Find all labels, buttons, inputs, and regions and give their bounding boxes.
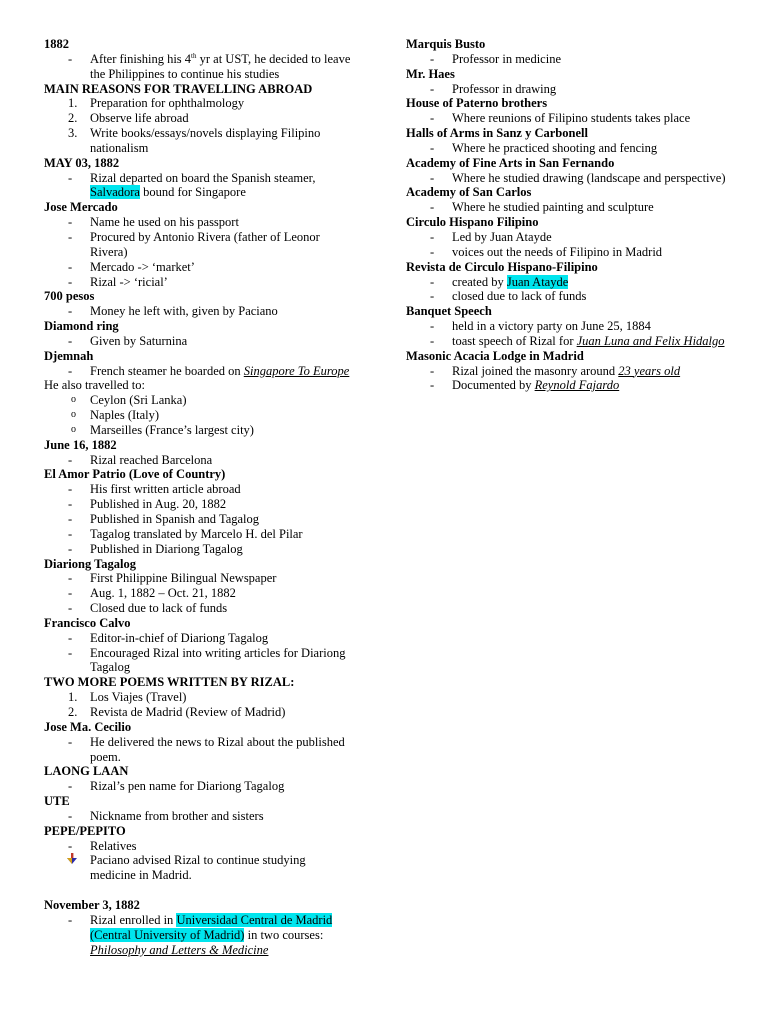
section-heading-diamond-ring: Diamond ring: [44, 319, 119, 334]
list-marker: -: [430, 200, 435, 215]
list-item-text: Rizal enrolled in: [90, 912, 177, 927]
list-item: [44, 408, 354, 423]
list-marker: 2.: [68, 704, 78, 719]
list-item-text: Rizal departed on board the Spanish steamer,: [90, 170, 316, 185]
section-heading-masonic-acacia-lodge-in-madrid: Masonic Acacia Lodge in Madrid: [406, 348, 584, 363]
list-marker: -: [68, 482, 73, 497]
list-item: [44, 646, 354, 676]
list-item-text: Rizal’s pen name for Diariong Tagalog: [90, 779, 285, 794]
list-marker: -: [68, 304, 73, 319]
list-item-text: Where reunions of Filipino students takes place: [452, 111, 691, 126]
list-item: [44, 482, 354, 497]
section-heading-mr-haes: Mr. Haes: [406, 66, 455, 81]
list-item: [406, 111, 728, 126]
list-item-text: Los Viajes (Travel): [90, 690, 187, 705]
list-item: [44, 96, 354, 111]
list-item: [44, 497, 354, 512]
section-heading-june-16-1882: June 16, 1882: [44, 437, 117, 452]
list-item-text: Procured by Antonio Rivera (father of Leonor Rivera): [90, 229, 320, 259]
list-item-text: First Philippine Bilingual Newspaper: [90, 571, 277, 586]
section-heading-revista-de-circulo-hispano-filipino: Revista de Circulo Hispano-Filipino: [406, 259, 598, 274]
list-item-text: Professor in medicine: [452, 51, 562, 66]
list-item: [44, 512, 354, 527]
list-item: [44, 52, 354, 82]
list-item: [406, 275, 728, 290]
section-heading-francisco-calvo: Francisco Calvo: [44, 615, 131, 630]
section-heading-laong-laan: LAONG LAAN: [44, 764, 129, 779]
section-heading-diariong-tagalog: Diariong Tagalog: [44, 556, 137, 571]
list-item: [44, 304, 354, 319]
list-item: [44, 364, 354, 379]
right-column: [406, 37, 728, 393]
list-marker: -: [68, 274, 73, 289]
list-marker: -: [430, 51, 435, 66]
arrow-bullet-icon: [66, 853, 86, 868]
section-heading-jose-mercado: Jose Mercado: [44, 200, 118, 215]
list-item-text: Rizal joined the masonry around: [452, 363, 619, 378]
list-item-text: Aug. 1, 1882 – Oct. 21, 1882: [90, 586, 236, 601]
left-column: [44, 37, 354, 957]
section-heading-two-more-poems-written-by-rizal: TWO MORE POEMS WRITTEN BY RIZAL:: [44, 675, 295, 690]
list-marker: -: [68, 526, 73, 541]
list-item: [44, 809, 354, 824]
list-item: [406, 378, 728, 393]
list-marker: -: [430, 244, 435, 259]
list-item: [44, 230, 354, 260]
list-item: [44, 275, 354, 290]
section-heading-el-amor-patrio-love-of-country: El Amor Patrio (Love of Country): [44, 467, 226, 482]
section-heading-pepe-pepito: PEPE/PEPITO: [44, 823, 126, 838]
list-item-text: Rizal reached Barcelona: [90, 452, 213, 467]
list-item: [44, 601, 354, 616]
list-marker: -: [68, 363, 73, 378]
list-marker: -: [68, 215, 73, 230]
list-marker: -: [68, 630, 73, 645]
list-marker: -: [68, 51, 73, 66]
list-item: [406, 52, 728, 67]
list-item-text: Rizal -> ‘ricial’: [90, 274, 168, 289]
section-heading-circulo-hispano-filipino: Circulo Hispano Filipino: [406, 215, 539, 230]
list-marker: -: [430, 274, 435, 289]
list-item-text: Money he left with, given by Paciano: [90, 304, 278, 319]
list-marker: -: [68, 452, 73, 467]
list-marker: 1.: [68, 96, 78, 111]
list-item: [44, 171, 354, 201]
underlined-italic-text: Philosophy and Letters & Medicine: [90, 942, 269, 957]
list-item-text: Ceylon (Sri Lanka): [90, 393, 187, 408]
list-item-text: Editor-in-chief of Diariong Tagalog: [90, 630, 269, 645]
list-item-text: Nickname from brother and sisters: [90, 808, 264, 823]
list-item: [44, 542, 354, 557]
list-item: [44, 705, 354, 720]
list-marker: -: [430, 229, 435, 244]
list-item-text: French steamer he boarded on: [90, 363, 244, 378]
list-item-text: Marseilles (France’s largest city): [90, 422, 254, 437]
list-item-text: in two courses:: [244, 927, 324, 942]
section-heading-november-3-1882: November 3, 1882: [44, 898, 140, 913]
section-heading-main-reasons-for-travelling-abroad: MAIN REASONS FOR TRAVELLING ABROAD: [44, 81, 313, 96]
list-item: [44, 631, 354, 646]
section-heading-ute: UTE: [44, 794, 70, 809]
list-item: [44, 393, 354, 408]
list-marker: o: [71, 423, 76, 435]
list-item-text: Closed due to lack of funds: [90, 601, 228, 616]
section-heading-academy-of-san-carlos: Academy of San Carlos: [406, 185, 532, 200]
list-item: [44, 853, 354, 883]
list-item-text: Led by Juan Atayde: [452, 229, 552, 244]
list-marker: -: [68, 601, 73, 616]
list-marker: 2.: [68, 111, 78, 126]
list-marker: -: [430, 111, 435, 126]
superscript-text: th: [191, 51, 197, 60]
highlighted-text: Juan Atayde: [506, 274, 569, 289]
list-marker: -: [68, 259, 73, 274]
list-item: [44, 735, 354, 765]
list-marker: -: [68, 912, 73, 927]
list-item-text: Where he studied painting and sculpture: [452, 200, 654, 215]
list-item-text: closed due to lack of funds: [452, 289, 587, 304]
list-item: [44, 690, 354, 705]
list-item: [44, 453, 354, 468]
section-heading-halls-of-arms-in-sanz-y-carbonell: Halls of Arms in Sanz y Carbonell: [406, 126, 588, 141]
list-marker: -: [68, 497, 73, 512]
section-heading-1882: 1882: [44, 37, 69, 51]
list-marker: -: [430, 378, 435, 393]
list-item-text: After finishing his 4: [90, 51, 192, 66]
list-marker: -: [68, 229, 73, 244]
list-item: [406, 230, 728, 245]
list-marker: -: [68, 586, 73, 601]
list-item-text: yr at UST, he decided to leave the Philippines to continue his studies: [90, 51, 351, 81]
list-item-text: He delivered the news to Rizal about the published poem.: [90, 734, 345, 764]
list-item: [44, 423, 354, 438]
blank-line: [44, 883, 354, 898]
list-item-text: His first written article abroad: [90, 482, 241, 497]
list-item: [44, 779, 354, 794]
list-item: [406, 289, 728, 304]
underlined-italic-text: Reynold Fajardo: [534, 378, 620, 393]
list-item: [406, 364, 728, 379]
list-marker: -: [68, 333, 73, 348]
list-marker: -: [68, 779, 73, 794]
list-item: [44, 260, 354, 275]
list-item-text: Mercado -> ‘market’: [90, 259, 195, 274]
list-item-text: Observe life abroad: [90, 111, 189, 126]
body-text: He also travelled to:: [44, 378, 146, 393]
list-marker: -: [68, 541, 73, 556]
list-item-text: Published in Diariong Tagalog: [90, 541, 243, 556]
list-item-text: voices out the needs of Filipino in Madrid: [452, 244, 663, 259]
list-marker: -: [68, 645, 73, 660]
list-item-text: Write books/essays/novels displaying Filipino nationalism: [90, 126, 321, 155]
list-item-text: created by: [452, 274, 507, 289]
list-item-text: Naples (Italy): [90, 408, 160, 423]
list-item: [406, 334, 728, 349]
list-marker: -: [430, 319, 435, 334]
list-item-text: Published in Aug. 20, 1882: [90, 497, 227, 512]
list-marker: -: [430, 140, 435, 155]
list-item: [44, 126, 354, 156]
list-item-text: Where he practiced shooting and fencing: [452, 140, 658, 155]
list-marker: -: [430, 170, 435, 185]
underlined-italic-text: Juan Luna and Felix Hidalgo: [576, 333, 725, 348]
section-heading-house-of-paterno-brothers: House of Paterno brothers: [406, 96, 548, 111]
list-marker: -: [68, 571, 73, 586]
list-item: [44, 111, 354, 126]
list-marker: -: [68, 170, 73, 185]
list-marker: -: [68, 838, 73, 853]
list-item: [406, 171, 728, 186]
list-item-text: Tagalog translated by Marcelo H. del Pilar: [90, 526, 303, 541]
list-marker: -: [430, 333, 435, 348]
underlined-italic-text: Singapore To Europe: [243, 363, 350, 378]
list-marker: o: [71, 394, 76, 406]
list-item: [406, 141, 728, 156]
list-marker: -: [68, 512, 73, 526]
highlighted-text: Salvadora: [90, 185, 140, 200]
list-marker: o: [71, 409, 76, 421]
highlighted-text: Universidad Central de Madrid (Central University of Madrid): [90, 912, 333, 942]
list-item-text: Documented by: [452, 378, 535, 393]
section-heading-jose-ma-cecilio: Jose Ma. Cecilio: [44, 719, 132, 734]
list-item-text: Where he studied drawing (landscape and perspective): [452, 170, 726, 185]
list-item-text: Encouraged Rizal into writing articles for Diariong Tagalog: [90, 645, 346, 675]
list-item-text: Published in Spanish and Tagalog: [90, 512, 260, 526]
list-item: [406, 82, 728, 97]
section-heading-academy-of-fine-arts-in-san-fernando: Academy of Fine Arts in San Fernando: [406, 155, 615, 170]
section-heading-marquis-busto: Marquis Busto: [406, 37, 486, 51]
list-item-text: bound for Singapore: [139, 185, 246, 200]
list-marker: -: [68, 734, 73, 749]
list-item-text: held in a victory party on June 25, 1884: [452, 319, 651, 334]
list-item-text: Professor in drawing: [452, 81, 557, 96]
list-marker: 1.: [68, 690, 78, 705]
list-item-text: Revista de Madrid (Review of Madrid): [90, 704, 286, 719]
list-item: [44, 215, 354, 230]
list-marker: -: [430, 363, 435, 378]
list-marker: -: [430, 289, 435, 304]
list-item-text: Preparation for ophthalmology: [90, 96, 245, 111]
section-heading-may-03-1882: MAY 03, 1882: [44, 155, 120, 170]
list-item: [406, 245, 728, 260]
list-item: [44, 839, 354, 854]
list-marker: 3.: [68, 126, 78, 141]
list-marker: -: [68, 808, 73, 823]
list-item: [44, 334, 354, 349]
list-item-text: Relatives: [90, 838, 137, 853]
list-item-text: Paciano advised Rizal to continue studying medicine in Madrid.: [90, 853, 306, 883]
list-item: [44, 913, 354, 958]
list-marker: -: [430, 81, 435, 96]
list-item: [406, 319, 728, 334]
list-item: [44, 586, 354, 601]
list-item-text: Name he used on his passport: [90, 215, 239, 230]
list-item: [44, 571, 354, 586]
list-item-text: Given by Saturnina: [90, 333, 188, 348]
list-item: [44, 527, 354, 542]
list-item: [406, 200, 728, 215]
section-heading-700-pesos: 700 pesos: [44, 289, 95, 304]
list-item-text: toast speech of Rizal for: [452, 333, 577, 348]
section-heading-banquet-speech: Banquet Speech: [406, 304, 492, 319]
underlined-italic-text: 23 years old: [618, 363, 681, 378]
section-heading-djemnah: Djemnah: [44, 348, 94, 363]
